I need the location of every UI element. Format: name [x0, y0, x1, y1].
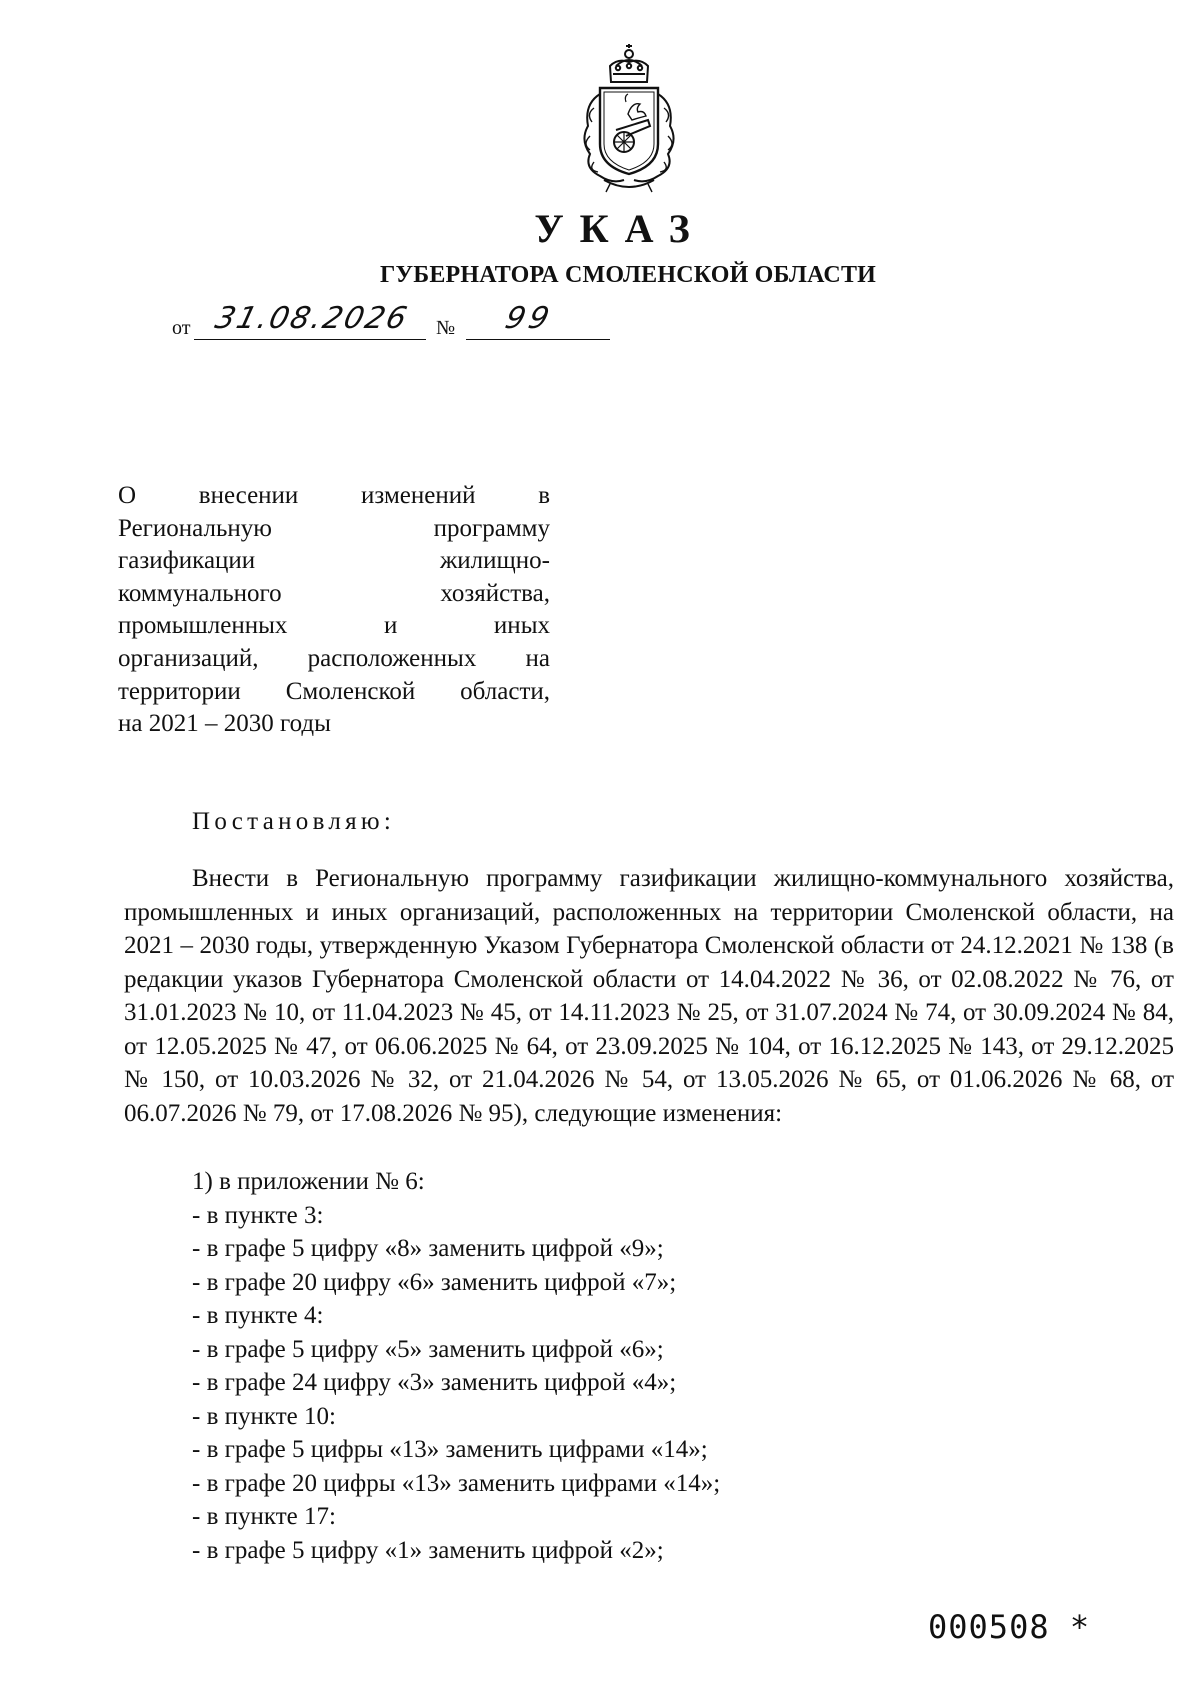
list-item: - в графе 20 цифру «6» заменить цифрой «7»;: [192, 1268, 677, 1296]
subject-line: газификации жилищно-: [118, 547, 550, 575]
handwritten-number: 99: [501, 301, 557, 336]
list-item: - в пункте 10:: [192, 1402, 336, 1430]
subject-line: территории Смоленской области,: [118, 677, 550, 705]
date-prefix: от: [172, 317, 191, 339]
amendment-list: [192, 1165, 720, 1567]
list-item: - в пункте 17:: [192, 1503, 336, 1530]
subject-line: коммунального хозяйства,: [118, 579, 550, 607]
document-issuer: ГУБЕРНАТОРА СМОЛЕНСКОЙ ОБЛАСТИ: [380, 262, 877, 288]
subject-line: на 2021 – 2030 годы: [118, 710, 331, 738]
date-underline: [194, 339, 426, 340]
subject-line: промышленных и иных: [118, 612, 550, 640]
list-item: - в пункте 4:: [192, 1302, 324, 1329]
date-number-line: [172, 301, 612, 346]
list-item: - в пункте 3:: [192, 1201, 324, 1229]
subject-line: Региональную программу: [118, 514, 550, 542]
list-item: - в графе 20 цифры «13» заменить цифрами «14»;: [192, 1469, 721, 1497]
number-prefix: №: [436, 317, 456, 339]
handwritten-date: 31.08.2026: [211, 301, 413, 336]
number-underline: [466, 339, 610, 340]
list-item: - в графе 24 цифру «3» заменить цифрой «4»;: [192, 1369, 677, 1396]
list-item: - в графе 5 цифры «13» заменить цифрами «14»;: [192, 1436, 708, 1463]
subject-line: организаций, расположенных на: [118, 644, 550, 672]
list-item: 1) в приложении № 6:: [192, 1168, 425, 1195]
list-item: - в графе 5 цифру «8» заменить цифрой «9»;: [192, 1235, 664, 1262]
list-item: - в графе 5 цифру «5» заменить цифрой «6»;: [192, 1335, 664, 1363]
list-item: - в графе 5 цифру «1» заменить цифрой «2»;: [192, 1536, 664, 1564]
main-paragraph: Внести в Региональную программу газификации жилищно-коммунального хозяйства, промышленных и иных организаций, расположенных на территории Смоленской области, на 2021 – 2030 годы, утвержденную Указом Губернатора Смоленской области от 24.12.2021 № 138 (в редакции указов Губернатора Смоленской области от 14.04.2022 № 36, от 02.08.2022 № 76, от 31.01.2023 № 10, от 11.04.2023 № 45, от 14.11.2023 № 25, от 31.07.2024 № 74, от 30.09.2024 № 84, от 12.05.2025 № 47, от 06.06.2025 № 64, от 23.09.2025 № 104, от 16.12.2025 № 143, от 29.12.2025 № 150, от 10.03.2026 № 32, от 21.04.2026 № 54, от 13.05.2026 № 65, от 01.06.2026 № 68, от 06.07.2026 № 79, от 17.08.2026 № 95), следующие изменения:: [124, 865, 1174, 1127]
page-serial-number: 000508 *: [928, 1608, 1091, 1646]
smolensk-coat-of-arms-icon: [566, 44, 692, 194]
document-title: УКАЗ: [534, 206, 706, 251]
resolve-heading: Постановляю:: [192, 808, 396, 835]
subject-line: О внесении изменений в: [118, 482, 550, 509]
document-subject: [118, 480, 550, 741]
